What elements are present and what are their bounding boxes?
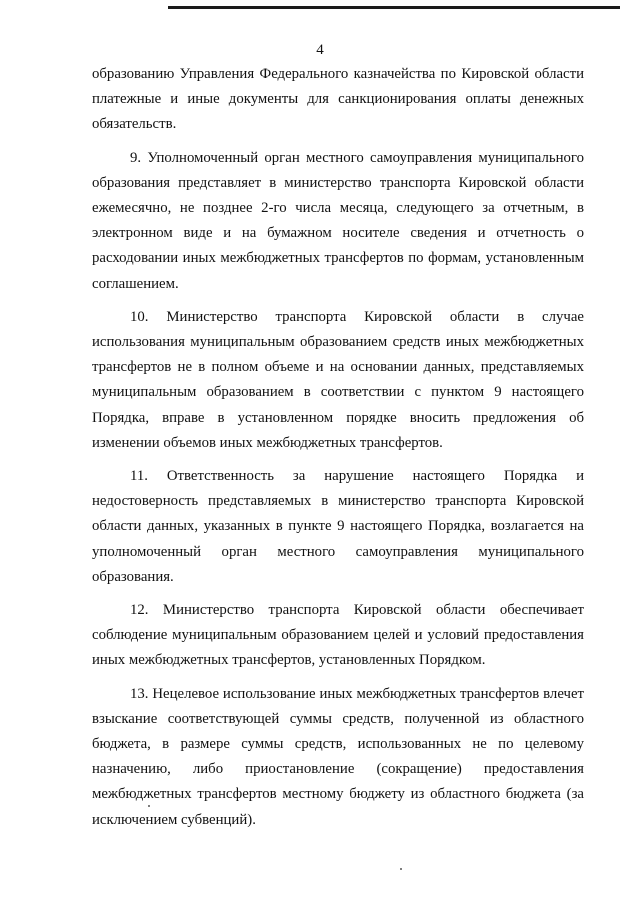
scan-speck [400, 868, 402, 870]
paragraph-item-12: 12. Министерство транспорта Кировской области обеспечивает соблюдение муниципальным образованием целей и условий предоставления иных межбюджетных трансфертов, установленных Порядком. [92, 602, 584, 669]
paragraph-item-11: 11. Ответственность за нарушение настоящего Порядка и недостоверность представляемых в министерство транспорта Кировской области данных, указанных в пункте 9 настоящего Порядка, возлагается на уполномоченный орган местного самоуправления муниципального образования. [92, 468, 584, 585]
paragraph-item-10: 10. Министерство транспорта Кировской области в случае использования муниципальным образованием средств иных межбюджетных трансфертов не в полном объеме и на основании данных, представляемых муниципальным образованием в соответствии с пунктом 9 настоящего Порядка, вправе в установленном порядке вносить предложения об изменении объемов иных межбюджетных трансфертов. [92, 308, 584, 451]
top-border-line [168, 6, 620, 9]
paragraph-item-9: 9. Уполномоченный орган местного самоуправления муниципального образования представляет в министерство транспорта Кировской области ежемесячно, не позднее 2-го числа месяца, следующего за отчетным, в электронном виде и на бумажном носителе сведения и отчетность о расходовании иных межбюджетных трансфертов по формам, установленным соглашением. [92, 149, 584, 292]
document-body [92, 62, 584, 841]
paragraph-item-13: 13. Нецелевое использование иных межбюджетных трансфертов влечет взыскание соответствующей суммы средств, полученной из областного бюджета, в размере суммы средств, использованных не по целевому назначению, либо приостановление (сокращение) предоставления межбюджетных трансфертов местному бюджету из областного бюджета (за исключением субвенций). [92, 685, 584, 828]
page-number: 4 [316, 42, 324, 58]
scan-speck [148, 805, 150, 807]
paragraph-continuation: образованию Управления Федерального казначейства по Кировской области платежные и иные документы для санкционирования оплаты денежных обязательств. [92, 66, 584, 133]
